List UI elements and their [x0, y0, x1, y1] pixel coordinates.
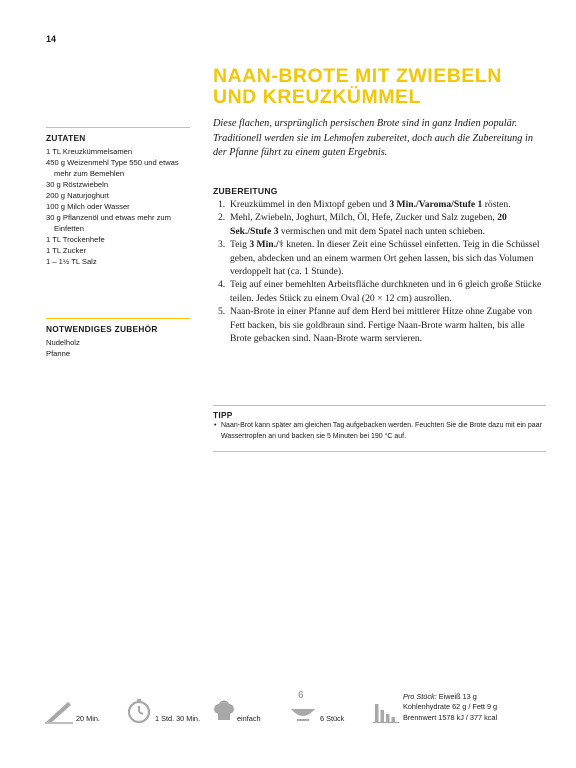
tip-box — [213, 405, 546, 452]
nutrition-line: Kohlenhydrate 62 g / Fett 9 g — [403, 702, 498, 712]
bullet-icon: • — [214, 422, 217, 429]
preparation-heading: ZUBEREITUNG — [213, 186, 278, 196]
ingredient-item: 1 TL Trockenhefe — [46, 235, 105, 244]
step-text: Teig — [230, 239, 250, 251]
preparation-section — [213, 186, 543, 345]
step-setting: 3 Min./ — [249, 239, 279, 251]
title-line-1: NAAN-BROTE MIT ZWIEBELN — [213, 65, 502, 87]
ingredient-item: 30 g Röstzwiebeln — [46, 180, 109, 189]
preparation-step — [213, 198, 543, 211]
preparation-step — [213, 278, 543, 305]
difficulty: einfach — [237, 714, 261, 723]
page-number: 14 — [46, 34, 57, 44]
tip-text — [213, 421, 546, 442]
ingredient-item: 1 TL Kreuzkümmelsamen — [46, 147, 133, 156]
bar-chart-icon — [373, 700, 399, 724]
nutrition-line — [403, 692, 497, 702]
step-text: Teig auf einer bemehlten Arbeitsfläche durchkneten und in 6 gleich große Stücke teilen. Jedes Stück zu einem Oval (20 × 12 cm) ausrollen. — [230, 279, 542, 304]
step-text: kneten. In dieser Zeit eine Schüssel einfetten. Teig in die Schüssel geben, abdecken und an einem warmen Ort gehen lassen, bis sich das Volumen verdoppelt hat (ca. 1 Stunde). — [230, 239, 540, 278]
preparation-steps — [213, 198, 543, 345]
tip-body: Naan-Brot kann später am gleichen Tag aufgebacken werden. Feuchten Sie die Brote dazu mit ein paar Wassertropfen an und backen sie 5 Minuten bei 190 °C auf. — [221, 422, 542, 440]
step-text: rösten. — [482, 199, 511, 210]
per-piece-label: Pro Stück: — [403, 692, 437, 701]
step-number: 1. — [218, 199, 226, 210]
step-text: Naan-Brote in einer Pfanne auf dem Herd bei mittlerer Hitze ohne Zugabe von Fett backen, bis sie goldbraun sind. Fertige Naan-Brote warm halten, bis alle Brote gebacken sind. Naan-Brote warm servieren. — [230, 306, 533, 345]
equipment-item: Nudelholz — [46, 338, 80, 347]
servings-count: 6 — [298, 690, 304, 701]
ingredient-item: 30 g Pflanzenöl und etwas mehr zum Einfetten — [46, 213, 171, 233]
servings: 6 Stück — [320, 714, 345, 723]
knife-icon — [44, 698, 74, 724]
ingredient-item: 1 TL Zucker — [46, 246, 87, 255]
plate-icon — [290, 703, 316, 723]
recipe-title — [213, 66, 543, 108]
step-number: 4. — [218, 279, 226, 291]
tip-heading: TIPP — [213, 410, 233, 420]
ingredient-item: 1 – 1½ TL Salz — [46, 257, 97, 266]
ingredient-item: 200 g Naturjoghurt — [46, 191, 109, 200]
ingredient-item: 450 g Weizenmehl Type 550 und etwas mehr zum Bemehlen — [46, 158, 179, 178]
protein: Eiweiß 13 g — [438, 692, 477, 701]
kneading-mode-icon: ⚕ — [278, 239, 284, 251]
step-text: Kreuzkümmel in den Mixtopf geben und — [230, 199, 390, 210]
chef-hat-icon — [212, 700, 236, 724]
nutrition-info — [403, 692, 497, 723]
step-text: Mehl, Zwiebeln, Joghurt, Milch, Öl, Hefe, Zucker und Salz zugeben, — [230, 212, 498, 224]
step-setting: 20 Sek./Stufe 3 — [230, 212, 507, 237]
title-line-2: UND KREUZKÜMMEL — [213, 86, 421, 108]
step-setting: 3 Min./Varoma/Stufe 1 — [389, 199, 483, 210]
step-text: vermischen und mit dem Spatel nach unten schieben. — [278, 225, 485, 237]
ingredient-item: 100 g Milch oder Wasser — [46, 202, 130, 211]
ingredients-list — [46, 146, 190, 267]
recipe-info-footer — [0, 688, 576, 728]
prep-time: 20 Min. — [76, 714, 100, 723]
equipment-section — [46, 318, 190, 359]
preparation-step — [213, 211, 543, 238]
preparation-step — [213, 238, 543, 278]
step-number: 2. — [218, 212, 226, 224]
clock-icon — [126, 698, 152, 724]
ingredients-heading: ZUTATEN — [46, 127, 190, 143]
step-number: 5. — [218, 306, 226, 318]
step-number: 3. — [218, 239, 226, 251]
ingredients-section — [46, 127, 190, 267]
recipe-intro: Diese flachen, ursprünglich persischen Brote sind in ganz Indien populär. Traditionell werden sie im Lehmofen zubereitet, doch auch die Zubereitung in der Pfanne führt zu einem guten Ergebnis. — [213, 118, 534, 158]
total-time: 1 Std. 30 Min. — [155, 714, 201, 723]
preparation-step — [213, 305, 543, 345]
equipment-heading: NOTWENDIGES ZUBEHÖR — [46, 318, 190, 334]
equipment-item: Pfanne — [46, 349, 71, 358]
nutrition-line: Brennwert 1578 kJ / 377 kcal — [403, 712, 498, 722]
